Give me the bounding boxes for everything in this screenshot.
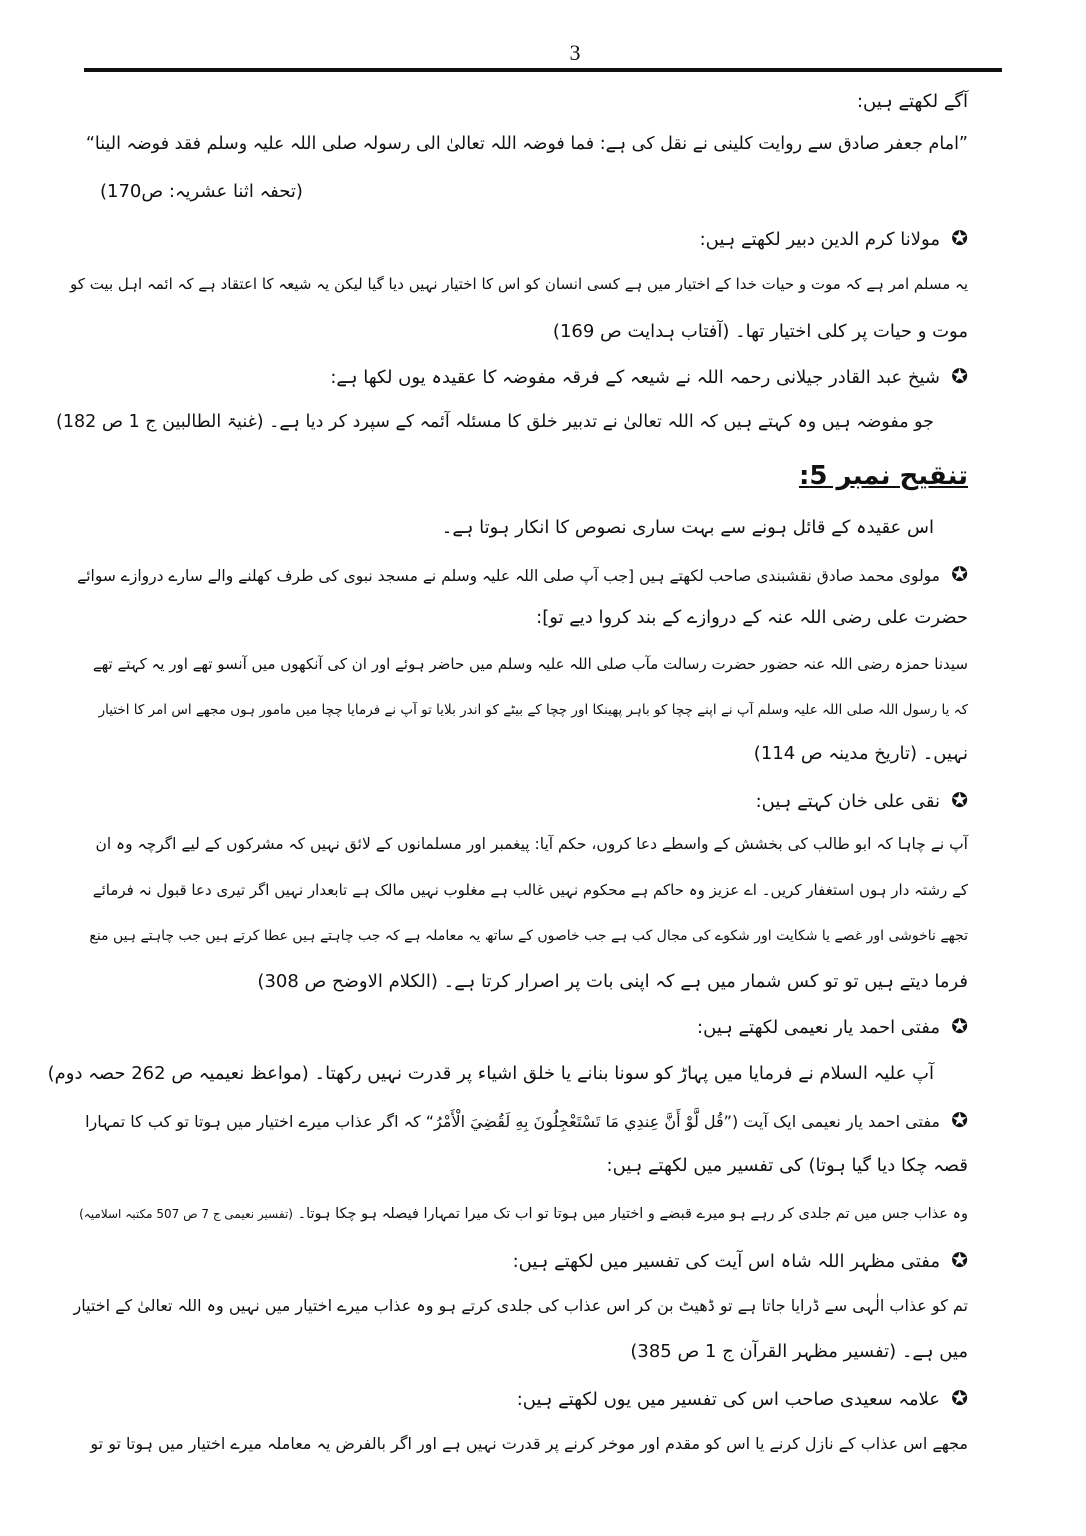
star-bullet-icon: ✪ [951, 1014, 968, 1038]
star-bullet-icon: ✪ [951, 1386, 968, 1410]
text-line: نہیں۔ (تاریخ مدینہ ص 114) [753, 743, 968, 764]
text-line: آگے لکھتے ہیں: [856, 91, 968, 112]
star-bullet-icon: ✪ [951, 1108, 968, 1132]
text-line: آپ علیہ السلام نے فرمایا میں پہاڑ کو سونا بنانے یا خلق اشیاء پر قدرت نہیں رکھتا۔ (مواعظ نعیمیہ ص 262 حصہ دوم) [47, 1063, 934, 1084]
text-line: مجھے اس عذاب کے نازل کرنے یا اس کو مقدم اور موخر کرنے پر قدرت نہیں ہے اور اگر بالفرض یہ معاملہ میرے اختیار میں ہوتا تو تو [90, 1434, 968, 1453]
text-line: قصہ چکا دیا گیا ہوتا) کی تفسیر میں لکھتے ہیں: [606, 1155, 968, 1176]
bullet-heading: ✪مفتی احمد یار نعیمی لکھتے ہیں: [697, 1014, 968, 1038]
text-line: میں ہے۔ (تفسیر مظہر القرآن ج 1 ص 385) [630, 1341, 968, 1362]
text-line: حضرت علی رضی اللہ عنہ کے دروازے کے بند کروا دیے تو]: [536, 607, 968, 628]
section-heading: تنقیح نمبر 5: [798, 461, 968, 491]
text-line: موت و حیات پر کلی اختیار تھا۔ (آفتاب ہدایت ص 169) [552, 321, 968, 342]
text-line: یہ مسلم امر ہے کہ موت و حیات خدا کے اختیار میں ہے کسی انسان کو اس کا اختیار نہیں دیا گیا لیکن یہ شیعہ کا اعتقاد ہے کہ ائمہ اہل بیت کو [70, 275, 968, 293]
bullet-heading: ✪مولوی محمد صادق نقشبندی صاحب لکھتے ہیں [جب آپ صلی اللہ علیہ وسلم نے مسجد نبوی کی طرف کھلنے والے سارے دروازے سوائے [77, 562, 968, 586]
text-line: آپ نے چاہا کہ ابو طالب کی بخشش کے واسطے دعا کروں، حکم آیا: پیغمبر اور مسلمانوں کے لائق نہیں کہ مشرکوں کے لیے اگرچہ وہ ان [95, 835, 968, 853]
text-line: جو مفوضہ ہیں وہ کہتے ہیں کہ اللہ تعالیٰ نے تدبیر خلق کا مسئلہ آئمہ کے سپرد کر دیا ہے۔ (غنیۃ الطالبین ج 1 ص 182) [56, 412, 934, 432]
bullet-heading: ✪مفتی مظہر اللہ شاہ اس آیت کی تفسیر میں لکھتے ہیں: [512, 1248, 968, 1272]
star-bullet-icon: ✪ [951, 788, 968, 812]
star-bullet-icon: ✪ [951, 562, 968, 586]
bullet-heading: ✪شیخ عبد القادر جیلانی رحمہ اللہ نے شیعہ کے فرقہ مفوضہ کا عقیدہ یوں لکھا ہے: [330, 364, 968, 388]
star-bullet-icon: ✪ [951, 1248, 968, 1272]
header-rule [84, 68, 1002, 72]
text-line: وہ عذاب جس میں تم جلدی کر رہے ہو میرے قبضے و اختیار میں ہوتا تو اب تک میرا تمہارا فیصلہ ہو چکا ہوتا۔ (تفسیر نعیمی ج 7 ص 507 مکتبہ اسلامیہ) [79, 1206, 968, 1222]
bullet-heading: ✪مولانا کرم الدین دبیر لکھتے ہیں: [699, 226, 968, 250]
bullet-heading: ✪مفتی احمد یار نعیمی ایک آیت (”قُل لَّوْ أَنَّ عِندِي مَا تَسْتَعْجِلُونَ بِهِ لَقُضِيَ الْأَمْرُ“ کہ اگر عذاب میرے اختیار میں ہوتا تو کب کا تمہارا [85, 1108, 968, 1132]
bullet-heading: ✪نقی علی خان کہتے ہیں: [755, 788, 968, 812]
text-line: اس عقیدہ کے قائل ہونے سے بہت ساری نصوص کا انکار ہوتا ہے۔ [441, 517, 934, 538]
text-line: سیدنا حمزہ رضی اللہ عنہ حضور حضرت رسالت مآب صلی اللہ علیہ وسلم میں حاضر ہوئے اور ان کی آنکھوں میں آنسو تھے اور یہ کہتے تھے [92, 655, 968, 673]
text-line: کے رشتہ دار ہوں استغفار کریں۔ اے عزیز وہ حاکم ہے محکوم نہیں غالب ہے مغلوب نہیں مالک ہے تابعدار نہیں اگر تیری دعا قبول نہ فرمائے [92, 881, 968, 899]
page-number: 3 [569, 40, 581, 65]
star-bullet-icon: ✪ [951, 226, 968, 250]
text-line: کہ یا رسول اللہ صلی اللہ علیہ وسلم آپ نے اپنے چچا کو باہر پھینکا اور چچا کے بیٹے کو اندر بلایا تو آپ نے فرمایا چچا میں مامور ہوں مجھے اس امر کا اختیار [98, 702, 968, 718]
reference-inline: (تفسیر نعیمی ج 7 ص 507 مکتبہ اسلامیہ) [79, 1207, 293, 1221]
text-line: فرما دیتے ہیں تو تو کس شمار میں ہے کہ اپنی بات پر اصرار کرتا ہے۔ (الکلام الاوضح ص 308) [257, 971, 968, 992]
text-line: تم کو عذاب الٰہی سے ڈرایا جاتا ہے تو ڈھیٹ بن کر اس عذاب کی جلدی کرتے ہو وہ عذاب میرے اختیار میں نہیں وہ اللہ تعالیٰ کے اختیار [73, 1296, 968, 1315]
text-line: تجھے ناخوشی اور غصے یا شکایت اور شکوے کی مجال کب ہے جب خاصوں کے ساتھ یہ معاملہ ہے کہ جب چاہتے ہیں عطا کرتے ہیں جب چاہتے ہیں منع [89, 928, 968, 944]
quote-line: ”امام جعفر صادق سے روایت کلینی نے نقل کی ہے: فما فوضہ اللہ تعالیٰ الی رسولہ صلی اللہ علیہ وسلم فقد فوضہ الینا“ [85, 134, 968, 154]
reference-line: (تحفہ اثنا عشریہ: ص170) [100, 181, 303, 202]
star-bullet-icon: ✪ [951, 364, 968, 388]
bullet-heading: ✪علامہ سعیدی صاحب اس کی تفسیر میں یوں لکھتے ہیں: [516, 1386, 968, 1410]
